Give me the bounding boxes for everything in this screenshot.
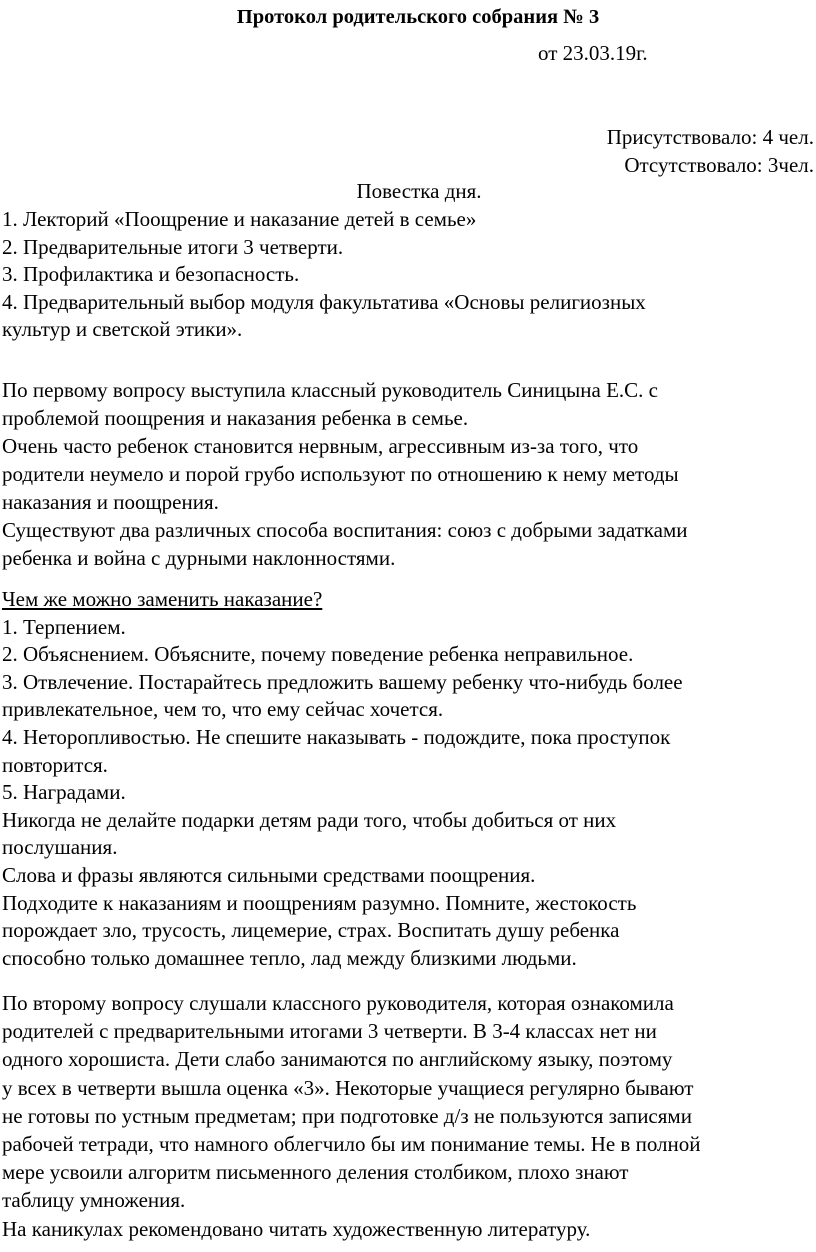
meeting-date: от 23.03.19г. (538, 41, 648, 65)
text-line: 2. Объяснением. Объясните, почему поведение ребенка неправильное. (2, 642, 634, 667)
text-line: По второму вопросу слушали классного руководителя, которая ознакомила (2, 991, 674, 1015)
attendance-present: Присутствовало: 4 чел. (606, 125, 814, 149)
text-line: родителей с предварительными итогами 3 четверти. В 3-4 классах нет ни (2, 1019, 657, 1044)
agenda-item: культур и светской этики». (2, 317, 243, 342)
text-line: не готовы по устным предметам; при подготовке д/з не пользуются записями (2, 1103, 692, 1128)
text-line: послушания. (2, 835, 118, 860)
text-line: 1. Терпением. (2, 614, 126, 639)
text-line: рабочей тетради, что намного облегчило бы им понимание темы. Не в полной (2, 1132, 701, 1157)
text-line: способно только домашнее тепло, лад между близкими людьми. (2, 945, 577, 970)
text-line: привлекательное, чем то, что ему сейчас хочется. (2, 697, 444, 722)
text-line: Очень часто ребенок становится нервным, агрессивным из-за того, что (2, 434, 639, 458)
agenda-item: 3. Профилактика и безопасность. (2, 262, 300, 287)
agenda-item: 2. Предварительные итоги 3 четверти. (2, 234, 344, 259)
document-title: Протокол родительского собрания № 3 (236, 6, 600, 28)
text-line: проблемой поощрения и наказания ребенка в семье. (2, 406, 469, 430)
agenda-heading: Повестка дня. (356, 179, 482, 203)
text-line: Существуют два различных способа воспитания: союз с добрыми задатками (2, 518, 688, 542)
text-line: одного хорошиста. Дети слабо занимаются по английскому языку, поэтому (2, 1047, 673, 1072)
text-line: Подходите к наказаниям и поощрениям разумно. Помните, жестокость (2, 890, 637, 915)
text-line: повторится. (2, 752, 108, 777)
replace-heading: Чем же можно заменить наказание? (2, 587, 323, 611)
text-line: 3. Отвлечение. Постарайтесь предложить вашему ребенку что-нибудь более (2, 669, 683, 694)
text-line: у всех в четверти вышла оценка «3». Некоторые учащиеся регулярно бывают (2, 1075, 694, 1100)
question2-paragraph (2, 989, 814, 1243)
text-line: Слова и фразы являются сильными средствами поощрения. (2, 862, 536, 887)
agenda-item: 4. Предварительный выбор модуля факультатива «Основы религиозных (2, 289, 646, 314)
replace-punishment-section (2, 586, 814, 972)
text-line: ребенка и война с дурными наклонностями. (2, 546, 396, 570)
text-line: порождает зло, трусость, лицемерие, страх. Воспитать душу ребенка (2, 918, 620, 943)
agenda-item: 1. Лекторий «Поощрение и наказание детей в семье» (2, 207, 477, 231)
question1-paragraph (2, 376, 814, 572)
text-line: мере усвоили алгоритм письменного деления столбиком, плохо знают (2, 1160, 629, 1185)
agenda-list (2, 206, 814, 344)
text-line: наказания и поощрения. (2, 490, 219, 514)
text-line: таблицу умножения. (2, 1188, 186, 1213)
attendance-absent: Отсутствовало: 3чел. (624, 153, 814, 177)
text-line: Никогда не делайте подарки детям ради того, чтобы добиться от них (2, 807, 617, 832)
text-line: 5. Наградами. (2, 780, 126, 805)
text-line: На каникулах рекомендовано читать художественную литературу. (2, 1216, 591, 1241)
text-line: родители неумело и порой грубо используют по отношению к нему методы (2, 462, 679, 486)
text-line: По первому вопросу выступила классный руководитель Синицына Е.С. с (2, 378, 659, 402)
text-line: 4. Неторопливостью. Не спешите наказывать - подождите, пока проступок (2, 724, 671, 749)
